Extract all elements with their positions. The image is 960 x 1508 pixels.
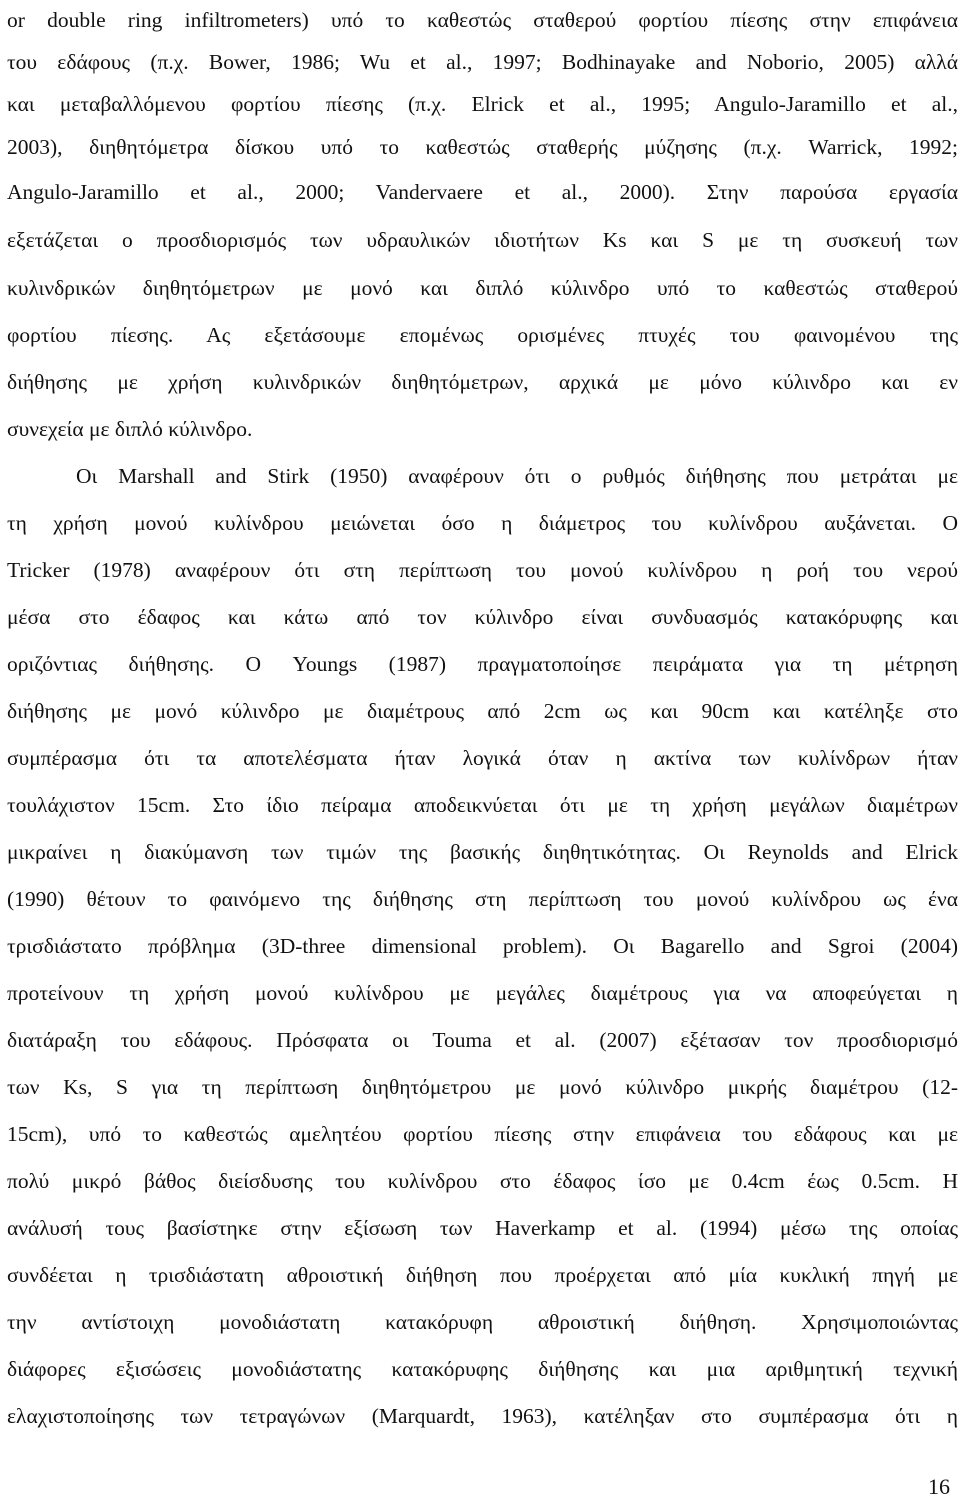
text-line: ανάλυσή τους βασίστηκε στην εξίσωση των Haverkamp et al. (1994) μέσω της οποίας bbox=[7, 1216, 958, 1240]
text-line: διήθησης με χρήση κυλινδρικών διηθητόμετρων, αρχικά με μόνο κύλινδρο και εν bbox=[7, 370, 958, 394]
text-line: μέσα στο έδαφος και κάτω από τον κύλινδρο είναι συνδυασμός κατακόρυφης και bbox=[7, 605, 958, 629]
text-line: συμπέρασμα ότι τα αποτελέσματα ήταν λογικά όταν η ακτίνα των κυλίνδρων ήταν bbox=[7, 746, 958, 770]
text-line: διήθησης με μονό κύλινδρο με διαμέτρους από 2cm ως και 90cm και κατέληξε στο bbox=[7, 699, 958, 723]
text-line: ελαχιστοποίησης των τετραγώνων (Marquardt, 1963), κατέληξαν στο συμπέρασμα ότι η bbox=[7, 1404, 958, 1428]
page-number: 16 bbox=[928, 1474, 950, 1499]
text-line: προτείνουν τη χρήση μονού κυλίνδρου με μεγάλες διαμέτρους για να αποφεύγεται η bbox=[7, 981, 958, 1005]
text-line: or double ring infiltrometers) υπό το καθεστώς σταθερού φορτίου πίεσης στην επιφάνεια bbox=[7, 8, 958, 32]
text-line: των Ks, S για τη περίπτωση διηθητόμετρου με μονό κύλινδρο μικρής διαμέτρου (12- bbox=[7, 1075, 958, 1099]
text-line: οριζόντιας διήθησης. Ο Youngs (1987) πραγματοποίησε πειράματα για τη μέτρηση bbox=[7, 652, 958, 676]
text-line: Angulo-Jaramillo et al., 2000; Vandervaere et al., 2000). Στην παρούσα εργασία bbox=[7, 180, 958, 204]
text-line: μικραίνει η διακύμανση των τιμών της βασικής διηθητικότητας. Οι Reynolds and Elrick bbox=[7, 840, 958, 864]
text-line: τη χρήση μονού κυλίνδρου μειώνεται όσο η διάμετρος του κυλίνδρου αυξάνεται. Ο bbox=[7, 511, 958, 535]
text-line: πολύ μικρό βάθος διείσδυσης του κυλίνδρου στο έδαφος ίσο με 0.4cm έως 0.5cm. Η bbox=[7, 1169, 958, 1193]
text-line: και μεταβαλλόμενου φορτίου πίεσης (π.χ. Elrick et al., 1995; Angulo-Jaramillo et al., bbox=[7, 92, 958, 116]
text-line: κυλινδρικών διηθητόμετρων με μονό και διπλό κύλινδρο υπό το καθεστώς σταθερού bbox=[7, 276, 958, 300]
text-line: διάφορες εξισώσεις μονοδιάστατης κατακόρυφης διήθησης και μια αριθμητική τεχνική bbox=[7, 1357, 958, 1381]
text-line: 15cm), υπό το καθεστώς αμελητέου φορτίου πίεσης στην επιφάνεια του εδάφους και με bbox=[7, 1122, 958, 1146]
text-line: (1990) θέτουν το φαινόμενο της διήθησης στη περίπτωση του μονού κυλίνδρου ως ένα bbox=[7, 887, 958, 911]
text-line: την αντίστοιχη μονοδιάστατη κατακόρυφη αθροιστική διήθηση. Χρησιμοποιώντας bbox=[7, 1310, 958, 1334]
text-line: τρισδιάστατο πρόβλημα (3D-three dimensional problem). Οι Bagarello and Sgroi (2004) bbox=[7, 934, 958, 958]
text-line: συνεχεία με διπλό κύλινδρο. bbox=[7, 417, 253, 441]
text-line: εξετάζεται ο προσδιορισμός των υδραυλικών ιδιοτήτων Ks και S με τη συσκευή των bbox=[7, 228, 958, 252]
text-line: Οι Marshall and Stirk (1950) αναφέρουν ότι ο ρυθμός διήθησης που μετράται με bbox=[76, 464, 958, 488]
text-line: 2003), διηθητόμετρα δίσκου υπό το καθεστώς σταθερής μύζησης (π.χ. Warrick, 1992; bbox=[7, 135, 958, 159]
text-line: διατάραξη του εδάφους. Πρόσφατα οι Touma et al. (2007) εξέτασαν τον προσδιορισμό bbox=[7, 1028, 958, 1052]
text-line: φορτίου πίεσης. Ας εξετάσουμε επομένως ορισμένες πτυχές του φαινομένου της bbox=[7, 323, 958, 347]
text-line: συνδέεται η τρισδιάστατη αθροιστική διήθηση που προέρχεται από μία κυκλική πηγή με bbox=[7, 1263, 958, 1287]
text-line: του εδάφους (π.χ. Bower, 1986; Wu et al., 1997; Bodhinayake and Noborio, 2005) αλλά bbox=[7, 50, 958, 74]
text-line: τουλάχιστον 15cm. Στο ίδιο πείραμα αποδεικνύεται ότι με τη χρήση μεγάλων διαμέτρων bbox=[7, 793, 958, 817]
text-line: Tricker (1978) αναφέρουν ότι στη περίπτωση του μονού κυλίνδρου η ροή του νερού bbox=[7, 558, 958, 582]
